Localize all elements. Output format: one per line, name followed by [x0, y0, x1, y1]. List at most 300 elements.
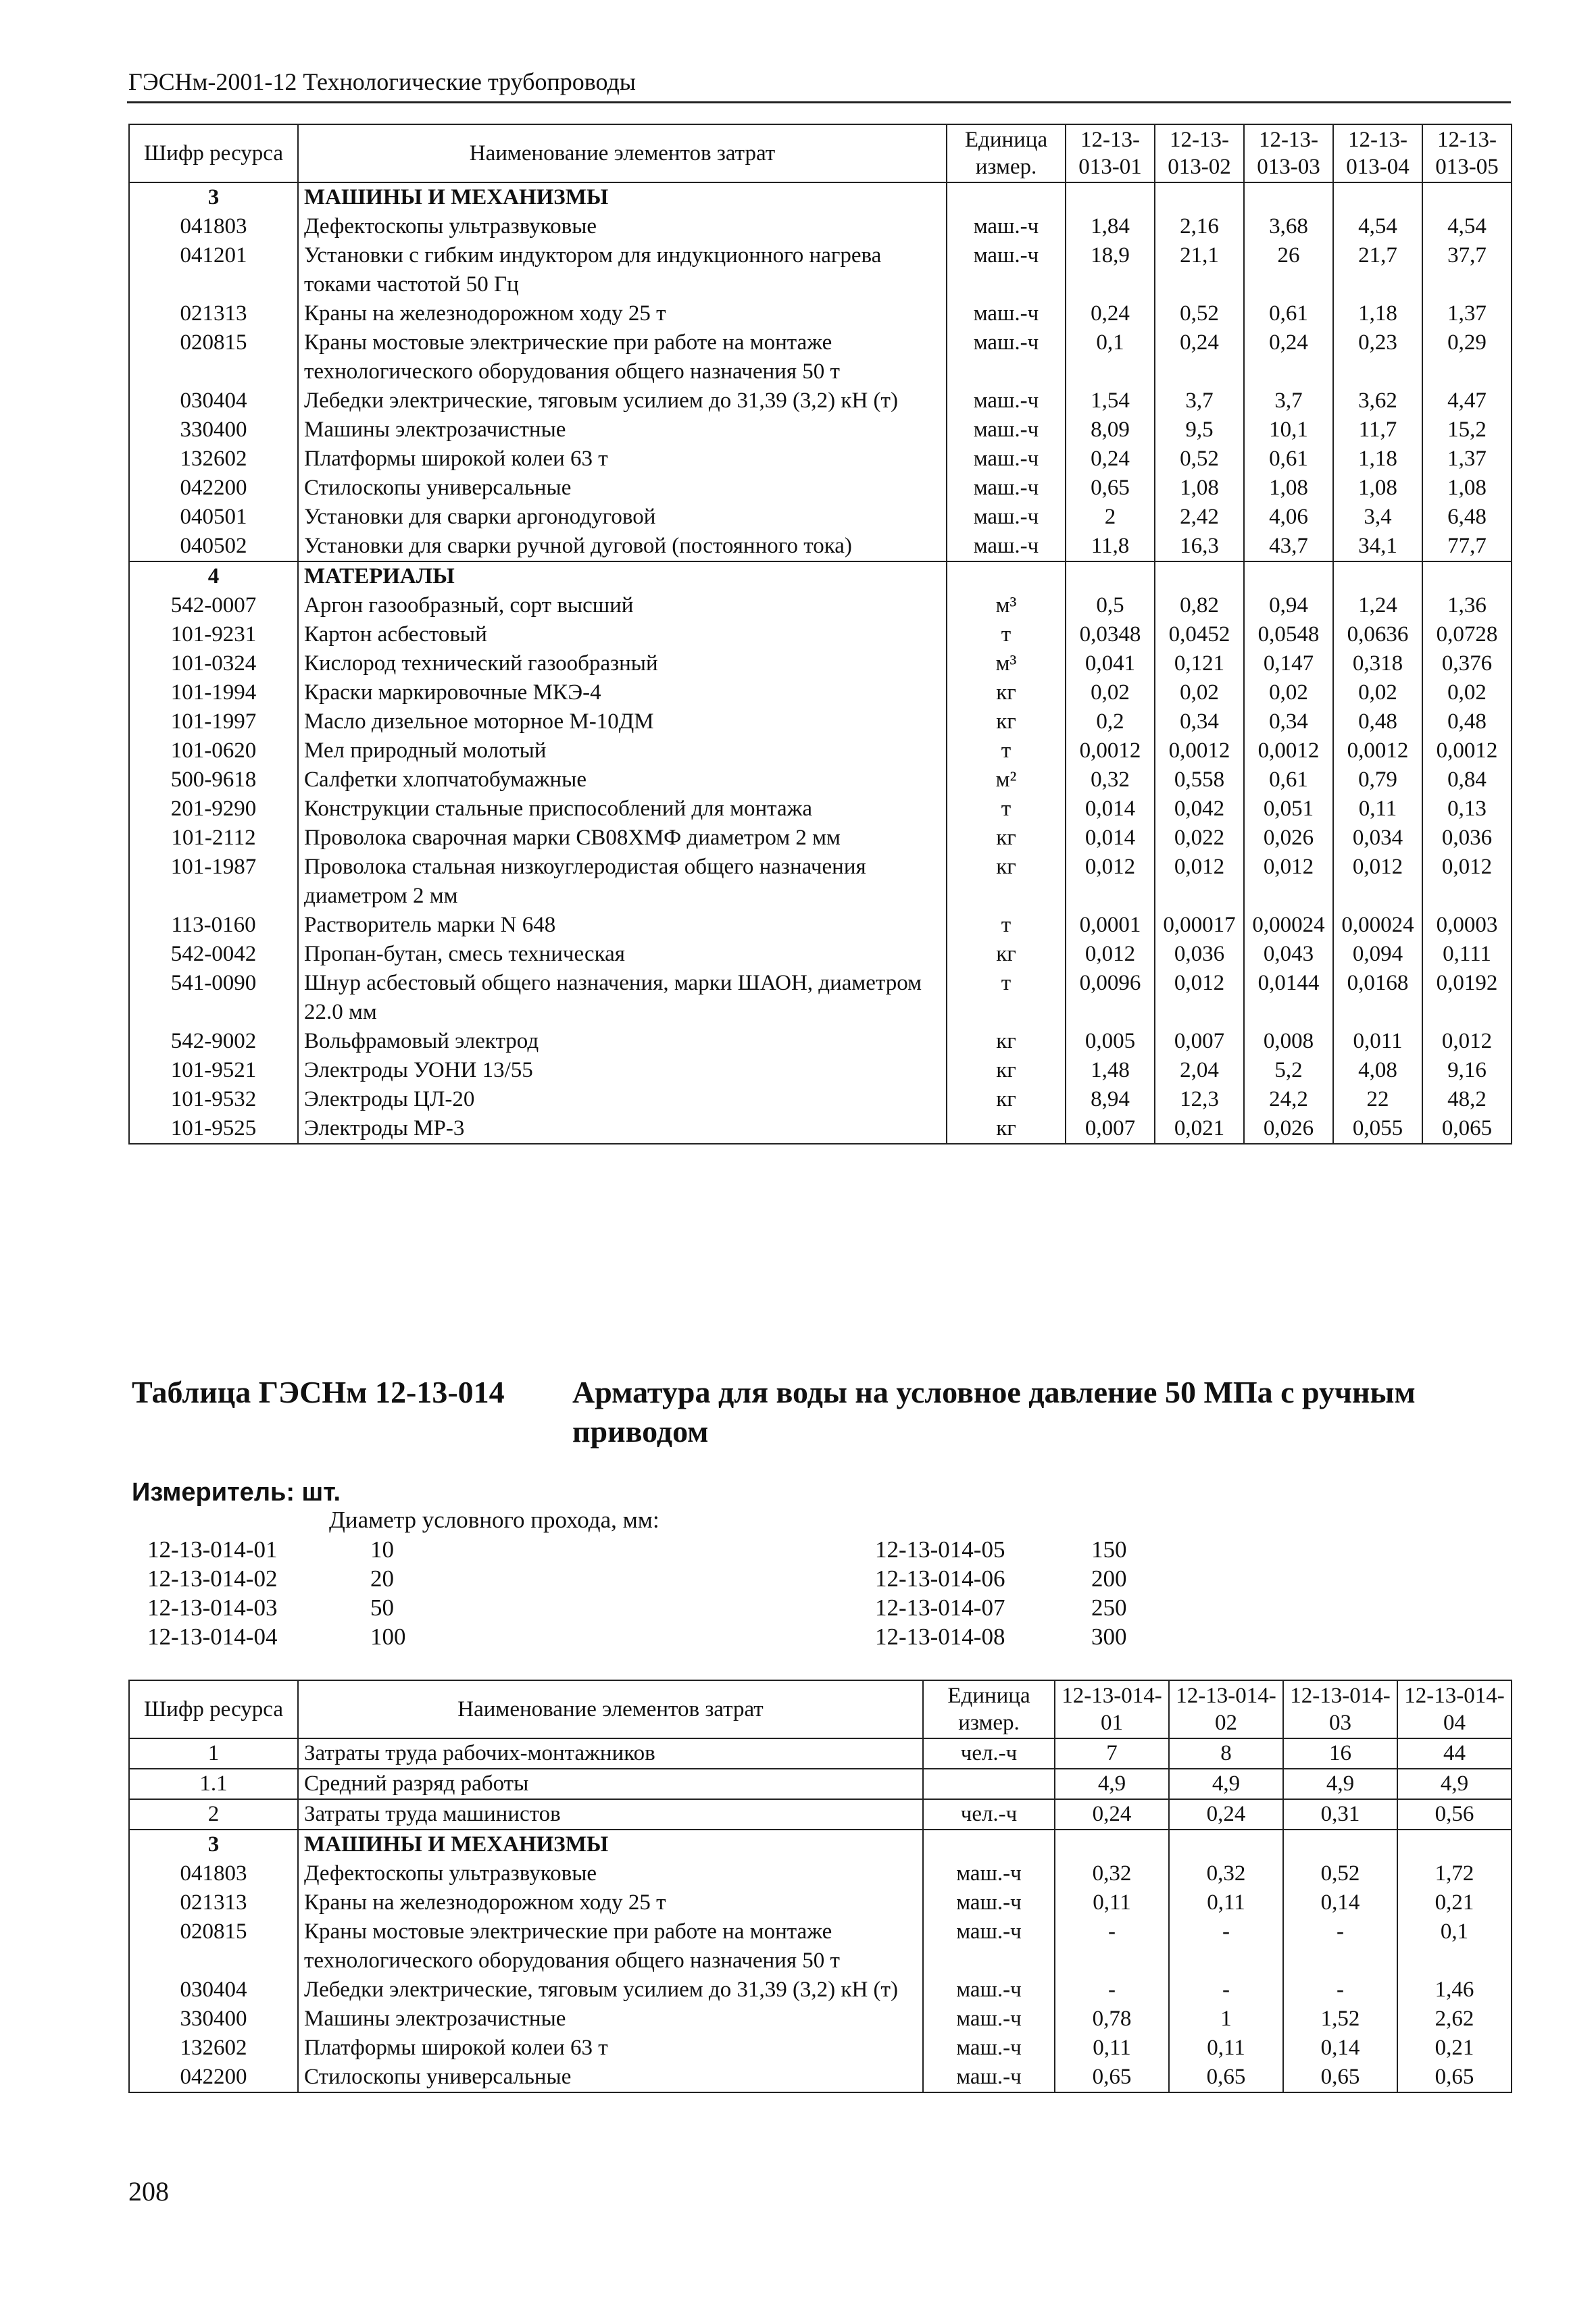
resource-value: 0,022 [1155, 824, 1244, 853]
resource-value: 26 [1244, 241, 1333, 299]
resource-name: Машины электрозачистные [298, 2005, 923, 2034]
variant-value: 50 [370, 1594, 394, 1621]
resource-name: Салфетки хлопчатобумажные [298, 765, 947, 795]
resource-value: 44 [1397, 1738, 1512, 1769]
resource-value: 1,08 [1422, 474, 1512, 503]
table-row [129, 765, 1512, 795]
resource-value: 0,52 [1283, 1859, 1397, 1888]
resource-value: 0,111 [1422, 940, 1512, 969]
resource-value: 4,9 [1397, 1769, 1512, 1799]
resource-value: 0,11 [1169, 1888, 1283, 1917]
resource-value: 1,18 [1333, 299, 1422, 328]
resource-value: 43,7 [1244, 532, 1333, 561]
resource-value: 0,2 [1066, 707, 1155, 736]
resource-name: Кислород технический газообразный [298, 649, 947, 678]
resource-value: 0,0348 [1066, 620, 1155, 649]
table-row [129, 824, 1512, 853]
col-header-variant: 12-13-014-02 [1169, 1680, 1283, 1738]
resource-value: 3,7 [1244, 386, 1333, 416]
resource-value: 16,3 [1155, 532, 1244, 561]
resource-unit: маш.-ч [947, 503, 1066, 532]
col-header-code: Шифр ресурса [129, 124, 298, 182]
col-header-variant: 12-13-014-03 [1283, 1680, 1397, 1738]
section-row [129, 1830, 1512, 1859]
table-row [129, 241, 1512, 299]
variant-code: 12-13-014-08 [875, 1624, 1005, 1650]
resource-value: 0,012 [1155, 969, 1244, 1027]
header-rule [127, 101, 1511, 103]
variant-code: 12-13-014-07 [875, 1594, 1005, 1621]
resource-value: 0,21 [1397, 1888, 1512, 1917]
resource-value: 0,32 [1055, 1859, 1169, 1888]
resource-value: 11,7 [1333, 416, 1422, 445]
resource-value: 0,13 [1422, 795, 1512, 824]
diameter-caption: Диаметр условного прохода, мм: [329, 1507, 659, 1533]
resource-value: 0,24 [1055, 1799, 1169, 1830]
resource-value: 2,42 [1155, 503, 1244, 532]
resource-value: 0,0012 [1066, 736, 1155, 765]
table-row [129, 212, 1512, 241]
resource-value: 0,021 [1155, 1114, 1244, 1144]
resource-code: 101-0620 [129, 736, 298, 765]
empty-cell [1397, 1830, 1512, 1859]
col-header-variant: 12-13-014-01 [1055, 1680, 1169, 1738]
resource-value: 0,11 [1333, 795, 1422, 824]
resource-value: 1,24 [1333, 591, 1422, 620]
resource-unit: маш.-ч [923, 2005, 1055, 2034]
resource-value: - [1169, 1976, 1283, 2005]
resource-name: Дефектоскопы ультразвуковые [298, 212, 947, 241]
resource-value: 0,56 [1397, 1799, 1512, 1830]
resource-unit: маш.-ч [947, 532, 1066, 561]
resource-unit: маш.-ч [947, 328, 1066, 386]
resource-value: 5,2 [1244, 1056, 1333, 1085]
resource-code: 1.1 [129, 1769, 298, 1799]
resource-unit: маш.-ч [923, 1917, 1055, 1976]
variant-code: 12-13-014-04 [147, 1624, 278, 1650]
resource-name: Пропан-бутан, смесь техническая [298, 940, 947, 969]
resource-code: 500-9618 [129, 765, 298, 795]
resource-value: 0,0144 [1244, 969, 1333, 1027]
resource-name: Стилоскопы универсальные [298, 2063, 923, 2092]
table-row [129, 969, 1512, 1027]
resource-code: 330400 [129, 2005, 298, 2034]
resource-unit: кг [947, 1114, 1066, 1144]
resource-value: 11,8 [1066, 532, 1155, 561]
resource-value: 1,84 [1066, 212, 1155, 241]
resource-value: 0,014 [1066, 795, 1155, 824]
resource-value: 0,005 [1066, 1027, 1155, 1056]
resource-code: 101-1994 [129, 678, 298, 707]
resource-name: Платформы широкой колеи 63 т [298, 2034, 923, 2063]
resource-value: 10,1 [1244, 416, 1333, 445]
resource-code: 020815 [129, 1917, 298, 1976]
resource-value: 0,014 [1066, 824, 1155, 853]
resource-value: 0,61 [1244, 299, 1333, 328]
resource-value: 1,08 [1244, 474, 1333, 503]
table-row [129, 1738, 1512, 1769]
col-header-unit: Единица измер. [923, 1680, 1055, 1738]
resource-value: 0,34 [1155, 707, 1244, 736]
resource-unit: кг [947, 1027, 1066, 1056]
resource-value: 8 [1169, 1738, 1283, 1769]
resource-unit [923, 1769, 1055, 1799]
resource-name: Установки с гибким индуктором для индукционного нагрева токами частотой 50 Гц [298, 241, 947, 299]
resource-value: 1,54 [1066, 386, 1155, 416]
resource-unit: кг [947, 940, 1066, 969]
empty-cell [1333, 561, 1422, 591]
table-row [129, 416, 1512, 445]
resource-table-013 [128, 124, 1512, 1145]
resource-code: 030404 [129, 1976, 298, 2005]
table-row [129, 445, 1512, 474]
resource-name: Мел природный молотый [298, 736, 947, 765]
resource-value: 0,012 [1422, 853, 1512, 911]
col-header-name: Наименование элементов затрат [298, 1680, 923, 1738]
resource-value: 0,14 [1283, 2034, 1397, 2063]
resource-value: 0,0012 [1244, 736, 1333, 765]
resource-name: Масло дизельное моторное М-10ДМ [298, 707, 947, 736]
empty-cell [1066, 182, 1155, 212]
resource-value: 0,23 [1333, 328, 1422, 386]
resource-code: 101-9521 [129, 1056, 298, 1085]
resource-value: 0,29 [1422, 328, 1512, 386]
table-row [129, 503, 1512, 532]
resource-value: 0,012 [1333, 853, 1422, 911]
col-header-variant: 12-13-013-03 [1244, 124, 1333, 182]
resource-name: Лебедки электрические, тяговым усилием до 31,39 (3,2) кН (т) [298, 1976, 923, 2005]
variant-value: 100 [370, 1624, 406, 1650]
resource-value: 0,14 [1283, 1888, 1397, 1917]
resource-value: 0,24 [1155, 328, 1244, 386]
resource-value: 0,121 [1155, 649, 1244, 678]
resource-unit: кг [947, 853, 1066, 911]
resource-code: 542-9002 [129, 1027, 298, 1056]
resource-value: 16 [1283, 1738, 1397, 1769]
empty-cell [1066, 561, 1155, 591]
resource-value: 0,34 [1244, 707, 1333, 736]
col-header-name: Наименование элементов затрат [298, 124, 947, 182]
resource-name: Установки для сварки ручной дуговой (постоянного тока) [298, 532, 947, 561]
table-row [129, 853, 1512, 911]
variant-value: 20 [370, 1565, 394, 1592]
resource-value: 0,0168 [1333, 969, 1422, 1027]
resource-value: 0,1 [1397, 1917, 1512, 1976]
variant-code: 12-13-014-05 [875, 1536, 1005, 1563]
resource-value: 0,012 [1155, 853, 1244, 911]
resource-unit: кг [947, 1085, 1066, 1114]
resource-name: Картон асбестовый [298, 620, 947, 649]
resource-unit: т [947, 795, 1066, 824]
resource-value: 0,24 [1169, 1799, 1283, 1830]
resource-value: 9,5 [1155, 416, 1244, 445]
resource-value: 0,52 [1155, 445, 1244, 474]
empty-cell [1422, 182, 1512, 212]
resource-code: 101-9525 [129, 1114, 298, 1144]
resource-value: 0,055 [1333, 1114, 1422, 1144]
resource-code: 101-0324 [129, 649, 298, 678]
resource-code: 021313 [129, 299, 298, 328]
resource-value: 3,4 [1333, 503, 1422, 532]
table-header-row [129, 1680, 1512, 1738]
resource-value: 0,026 [1244, 1114, 1333, 1144]
resource-value: 0,0001 [1066, 911, 1155, 940]
resource-value: 1,08 [1333, 474, 1422, 503]
resource-value: 7 [1055, 1738, 1169, 1769]
resource-value: - [1055, 1917, 1169, 1976]
col-header-code: Шифр ресурса [129, 1680, 298, 1738]
col-header-variant: 12-13-013-02 [1155, 124, 1244, 182]
resource-value: 0,48 [1333, 707, 1422, 736]
resource-value: 1,52 [1283, 2005, 1397, 2034]
resource-unit: чел.-ч [923, 1799, 1055, 1830]
section-row [129, 182, 1512, 212]
empty-cell [1155, 561, 1244, 591]
resource-value: 0,036 [1422, 824, 1512, 853]
resource-value: 12,3 [1155, 1085, 1244, 1114]
resource-value: 18,9 [1066, 241, 1155, 299]
resource-value: 1,08 [1155, 474, 1244, 503]
resource-code: 542-0042 [129, 940, 298, 969]
resource-table-014 [128, 1680, 1512, 2093]
table-title-code: Таблица ГЭСНм 12-13-014 [132, 1375, 505, 1409]
resource-name: Краны мостовые электрические при работе на монтаже технологического оборудования общего назначения 50 т [298, 1917, 923, 1976]
resource-code: 030404 [129, 386, 298, 416]
resource-value: 2,62 [1397, 2005, 1512, 2034]
resource-value: 0,24 [1066, 299, 1155, 328]
running-title: ГЭСНм-2001-12 Технологические трубопроводы [128, 68, 636, 95]
resource-value: 4,54 [1333, 212, 1422, 241]
empty-cell [1244, 182, 1333, 212]
table-row [129, 736, 1512, 765]
resource-value: 0,65 [1055, 2063, 1169, 2092]
resource-value: 1,37 [1422, 299, 1512, 328]
resource-value: 0,042 [1155, 795, 1244, 824]
table-row [129, 386, 1512, 416]
resource-value: 0,79 [1333, 765, 1422, 795]
resource-value: 0,1 [1066, 328, 1155, 386]
resource-value: 8,94 [1066, 1085, 1155, 1114]
resource-value: 0,11 [1169, 2034, 1283, 2063]
resource-value: 4,9 [1169, 1769, 1283, 1799]
resource-value: 0,24 [1066, 445, 1155, 474]
table-row [129, 532, 1512, 561]
resource-value: 0,0012 [1155, 736, 1244, 765]
resource-name: Краны мостовые электрические при работе на монтаже технологического оборудования общего назначения 50 т [298, 328, 947, 386]
resource-value: 0,11 [1055, 1888, 1169, 1917]
resource-unit: т [947, 736, 1066, 765]
resource-unit: маш.-ч [923, 2063, 1055, 2092]
resource-value: - [1169, 1917, 1283, 1976]
resource-name: Установки для сварки аргонодуговой [298, 503, 947, 532]
resource-unit: маш.-ч [947, 299, 1066, 328]
resource-unit: кг [947, 824, 1066, 853]
resource-code: 042200 [129, 2063, 298, 2092]
resource-value: 1,46 [1397, 1976, 1512, 2005]
variant-value: 200 [1091, 1565, 1127, 1592]
resource-name: Машины электрозачистные [298, 416, 947, 445]
table-row [129, 1056, 1512, 1085]
resource-unit: м² [947, 765, 1066, 795]
col-header-variant: 12-13-014-04 [1397, 1680, 1512, 1738]
resource-code: 542-0007 [129, 591, 298, 620]
resource-value: 0,0012 [1422, 736, 1512, 765]
resource-value: 0,012 [1244, 853, 1333, 911]
resource-code: 101-1987 [129, 853, 298, 911]
resource-value: 0,094 [1333, 940, 1422, 969]
resource-value: 1,72 [1397, 1859, 1512, 1888]
resource-value: 21,1 [1155, 241, 1244, 299]
resource-unit: т [947, 911, 1066, 940]
page-number: 208 [128, 2176, 169, 2207]
empty-cell [947, 182, 1066, 212]
resource-value: 0,012 [1066, 940, 1155, 969]
resource-name: Затраты труда рабочих-монтажников [298, 1738, 923, 1769]
resource-value: 0,65 [1397, 2063, 1512, 2092]
resource-unit: кг [947, 707, 1066, 736]
resource-code: 113-0160 [129, 911, 298, 940]
table-body [129, 182, 1512, 1144]
section-code: 3 [129, 182, 298, 212]
resource-value: 1 [1169, 2005, 1283, 2034]
variant-value: 250 [1091, 1594, 1127, 1621]
variant-code: 12-13-014-03 [147, 1594, 278, 1621]
resource-value: 4,47 [1422, 386, 1512, 416]
table-row [129, 1859, 1512, 1888]
resource-name: Краски маркировочные МКЭ-4 [298, 678, 947, 707]
variant-code: 12-13-014-06 [875, 1565, 1005, 1592]
resource-value: 1,18 [1333, 445, 1422, 474]
resource-name: Электроды ЦЛ-20 [298, 1085, 947, 1114]
resource-value: 0,007 [1066, 1114, 1155, 1144]
table-title-name: Арматура для воды на условное давление 50 МПа с ручным приводом [572, 1375, 1416, 1449]
resource-value: 0,0192 [1422, 969, 1512, 1027]
table-row [129, 1888, 1512, 1917]
resource-unit: м³ [947, 649, 1066, 678]
measure-unit: Измеритель: шт. [132, 1478, 341, 1507]
resource-unit: т [947, 969, 1066, 1027]
variant-code: 12-13-014-01 [147, 1536, 278, 1563]
resource-name: Краны на железнодорожном ходу 25 т [298, 1888, 923, 1917]
resource-value: 0,034 [1333, 824, 1422, 853]
resource-value: 4,9 [1055, 1769, 1169, 1799]
resource-value: 6,48 [1422, 503, 1512, 532]
resource-value: 0,02 [1155, 678, 1244, 707]
resource-value: 0,011 [1333, 1027, 1422, 1056]
resource-value: - [1055, 1976, 1169, 2005]
resource-value: 3,7 [1155, 386, 1244, 416]
resource-code: 101-2112 [129, 824, 298, 853]
resource-value: 0,041 [1066, 649, 1155, 678]
resource-value: 0,147 [1244, 649, 1333, 678]
resource-value: 0,52 [1155, 299, 1244, 328]
resource-code: 132602 [129, 2034, 298, 2063]
table-row [129, 299, 1512, 328]
table-row [129, 795, 1512, 824]
resource-name: Краны на железнодорожном ходу 25 т [298, 299, 947, 328]
table-row [129, 649, 1512, 678]
resource-code: 330400 [129, 416, 298, 445]
resource-value: 0,0636 [1333, 620, 1422, 649]
resource-value: 21,7 [1333, 241, 1422, 299]
resource-value: 4,08 [1333, 1056, 1422, 1085]
resource-unit: маш.-ч [947, 416, 1066, 445]
resource-unit: кг [947, 678, 1066, 707]
resource-value: 0,65 [1283, 2063, 1397, 2092]
empty-cell [1283, 1830, 1397, 1859]
table-row [129, 328, 1512, 386]
variant-value: 150 [1091, 1536, 1127, 1563]
resource-code: 2 [129, 1799, 298, 1830]
table-row [129, 2034, 1512, 2063]
resource-value: 0,0012 [1333, 736, 1422, 765]
resource-code: 040501 [129, 503, 298, 532]
resource-name: Растворитель марки N 648 [298, 911, 947, 940]
resource-name: Лебедки электрические, тяговым усилием до 31,39 (3,2) кН (т) [298, 386, 947, 416]
resource-value: 1,48 [1066, 1056, 1155, 1085]
resource-value: 0,0548 [1244, 620, 1333, 649]
resource-value: 9,16 [1422, 1056, 1512, 1085]
resource-code: 041201 [129, 241, 298, 299]
resource-value: - [1283, 1976, 1397, 2005]
resource-name: Платформы широкой колеи 63 т [298, 445, 947, 474]
col-header-unit: Единица измер. [947, 124, 1066, 182]
resource-value: 0,007 [1155, 1027, 1244, 1056]
table-row [129, 1799, 1512, 1830]
table-body [129, 1738, 1512, 2092]
resource-value: - [1283, 1917, 1397, 1976]
resource-value: 0,318 [1333, 649, 1422, 678]
resource-value: 0,065 [1422, 1114, 1512, 1144]
resource-unit: маш.-ч [947, 212, 1066, 241]
table-row [129, 1976, 1512, 2005]
resource-value: 4,54 [1422, 212, 1512, 241]
empty-cell [923, 1830, 1055, 1859]
resource-name: Конструкции стальные приспособлений для монтажа [298, 795, 947, 824]
resource-value: 0,0003 [1422, 911, 1512, 940]
resource-code: 021313 [129, 1888, 298, 1917]
resource-name: Дефектоскопы ультразвуковые [298, 1859, 923, 1888]
resource-value: 0,02 [1244, 678, 1333, 707]
resource-name: Аргон газообразный, сорт высший [298, 591, 947, 620]
table-row [129, 1114, 1512, 1144]
resource-value: 0,84 [1422, 765, 1512, 795]
resource-unit: м³ [947, 591, 1066, 620]
table-row [129, 1769, 1512, 1799]
resource-value: 0,012 [1066, 853, 1155, 911]
resource-name: Проволока стальная низкоуглеродистая общего назначения диаметром 2 мм [298, 853, 947, 911]
resource-name: Вольфрамовый электрод [298, 1027, 947, 1056]
resource-value: 0,82 [1155, 591, 1244, 620]
resource-code: 020815 [129, 328, 298, 386]
resource-value: 0,65 [1169, 2063, 1283, 2092]
empty-cell [1244, 561, 1333, 591]
resource-value: 0,036 [1155, 940, 1244, 969]
resource-code: 040502 [129, 532, 298, 561]
resource-value: 1,36 [1422, 591, 1512, 620]
resource-code: 101-1997 [129, 707, 298, 736]
empty-cell [1055, 1830, 1169, 1859]
resource-value: 2,16 [1155, 212, 1244, 241]
empty-cell [947, 561, 1066, 591]
resource-value: 0,61 [1244, 765, 1333, 795]
table-row [129, 620, 1512, 649]
resource-value: 3,62 [1333, 386, 1422, 416]
resource-value: 0,012 [1422, 1027, 1512, 1056]
resource-name: Стилоскопы универсальные [298, 474, 947, 503]
table-row [129, 940, 1512, 969]
resource-name: Проволока сварочная марки СВ08ХМФ диаметром 2 мм [298, 824, 947, 853]
